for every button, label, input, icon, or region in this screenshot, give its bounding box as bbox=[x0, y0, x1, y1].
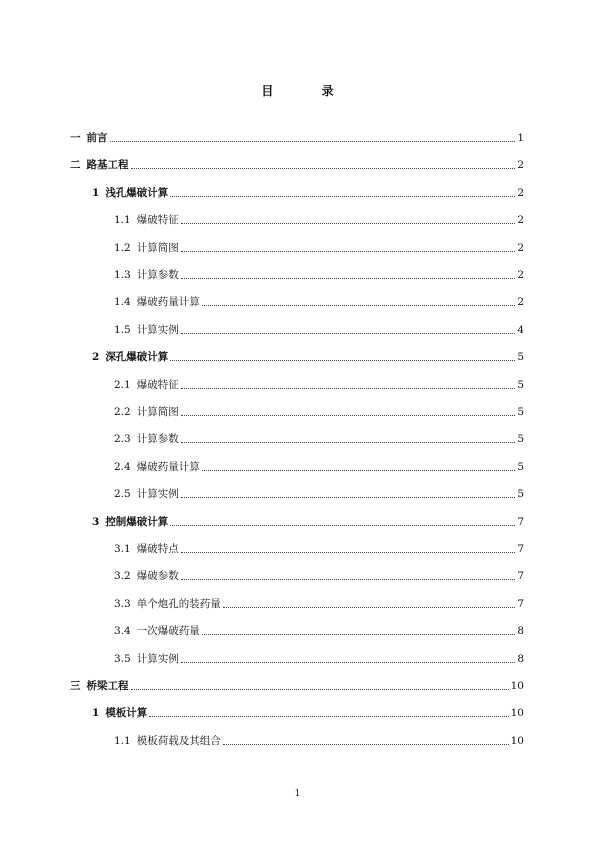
toc-entry[interactable] bbox=[114, 651, 524, 667]
toc-entry[interactable] bbox=[92, 514, 524, 530]
dot-leader bbox=[181, 251, 516, 252]
toc-entry[interactable] bbox=[114, 459, 524, 475]
toc-entry[interactable] bbox=[92, 349, 524, 365]
toc-entry-label: 路基工程 bbox=[86, 159, 129, 172]
toc-entry-number: 1.5 bbox=[114, 323, 131, 336]
toc-entry-number: 2.3 bbox=[114, 433, 131, 446]
toc-entry-number: 二 bbox=[70, 159, 81, 172]
toc-entry[interactable] bbox=[114, 377, 524, 393]
toc-entry-page: 2 bbox=[517, 296, 524, 309]
toc-entry-page: 8 bbox=[517, 652, 524, 665]
toc-entry[interactable] bbox=[92, 705, 524, 721]
toc-entry-number: 2 bbox=[92, 351, 100, 364]
toc-entry-page: 10 bbox=[510, 707, 524, 720]
toc-entry-page: 2 bbox=[517, 269, 524, 281]
dot-leader bbox=[170, 525, 515, 526]
toc-entry-number: 一 bbox=[70, 132, 81, 144]
toc-entry-page: 5 bbox=[517, 378, 524, 391]
toc-entry-number: 2.4 bbox=[114, 460, 131, 473]
toc-entry-label: 前言 bbox=[86, 132, 108, 144]
toc-entry-number: 1.3 bbox=[114, 269, 131, 281]
toc-entry-page: 10 bbox=[510, 680, 524, 692]
toc-entry-number: 3 bbox=[92, 515, 100, 528]
toc-entry[interactable] bbox=[114, 240, 524, 256]
toc-entry-number: 3.1 bbox=[114, 543, 131, 555]
toc-entry-number: 1 bbox=[92, 186, 100, 199]
dot-leader bbox=[181, 415, 516, 416]
toc-entry-label: 计算简图 bbox=[136, 241, 179, 254]
toc-entry-number: 2.2 bbox=[114, 406, 131, 418]
toc-entry-page: 4 bbox=[517, 323, 524, 336]
toc-entry-page: 7 bbox=[517, 515, 524, 528]
toc-entry[interactable] bbox=[114, 404, 524, 420]
dot-leader bbox=[181, 442, 516, 443]
toc-entry-number: 1 bbox=[92, 707, 100, 720]
toc-entry-number: 1.2 bbox=[114, 241, 131, 254]
dot-leader bbox=[223, 607, 516, 608]
toc-entry-page: 5 bbox=[517, 433, 524, 446]
toc-entry-number: 2.5 bbox=[114, 488, 131, 501]
toc-entry-label: 计算实例 bbox=[136, 488, 179, 501]
dot-leader bbox=[181, 278, 516, 279]
dot-leader bbox=[181, 497, 516, 498]
toc-entry-number: 3.3 bbox=[114, 597, 131, 610]
toc-entry-page: 2 bbox=[517, 241, 524, 254]
toc-entry-label: 爆破药量计算 bbox=[136, 296, 200, 309]
toc-entry-label: 计算实例 bbox=[136, 652, 179, 665]
dot-leader bbox=[202, 634, 516, 635]
toc-entry[interactable] bbox=[70, 678, 524, 694]
page-number: 1 bbox=[294, 789, 301, 799]
toc-entry-page: 10 bbox=[510, 734, 524, 747]
toc-entry-number: 三 bbox=[70, 680, 81, 692]
dot-leader bbox=[131, 168, 516, 169]
toc-entry-page: 7 bbox=[517, 570, 524, 583]
toc-entry-label: 计算参数 bbox=[136, 269, 179, 281]
toc-entry[interactable] bbox=[114, 322, 524, 338]
dot-leader bbox=[170, 196, 515, 197]
dot-leader bbox=[170, 360, 515, 361]
toc-entry-label: 爆破特征 bbox=[136, 214, 179, 227]
dot-leader bbox=[181, 388, 516, 389]
toc-entry-label: 爆破药量计算 bbox=[136, 460, 200, 473]
toc-entry-label: 单个炮孔的装药量 bbox=[136, 597, 221, 610]
dot-leader bbox=[181, 662, 516, 663]
toc-entry-number: 1.4 bbox=[114, 296, 131, 309]
toc-entry[interactable] bbox=[114, 431, 524, 447]
toc-entry-label: 一次爆破药量 bbox=[136, 625, 200, 638]
toc-entry-label: 计算简图 bbox=[136, 406, 179, 418]
toc-entry[interactable] bbox=[114, 568, 524, 584]
page-title: 目 录 bbox=[261, 84, 356, 98]
dot-leader bbox=[110, 141, 516, 142]
toc-entry[interactable] bbox=[114, 541, 524, 557]
toc-entry-number: 2.1 bbox=[114, 378, 131, 391]
toc-entry-number: 1.1 bbox=[114, 214, 131, 227]
toc-entry-page: 5 bbox=[517, 406, 524, 418]
toc-entry-number: 1.1 bbox=[114, 734, 131, 747]
toc-entry-label: 模板计算 bbox=[105, 707, 148, 720]
toc-entry-page: 2 bbox=[517, 214, 524, 227]
toc-entry-label: 计算参数 bbox=[136, 433, 179, 446]
toc-entry-label: 计算实例 bbox=[136, 323, 179, 336]
toc-entry-page: 5 bbox=[517, 488, 524, 501]
dot-leader bbox=[223, 744, 509, 745]
toc-entry-page: 2 bbox=[517, 186, 524, 199]
toc-entry-label: 模板荷载及其组合 bbox=[136, 734, 221, 747]
dot-leader bbox=[131, 689, 509, 690]
toc-entry[interactable] bbox=[114, 486, 524, 502]
toc-entry[interactable] bbox=[92, 185, 524, 201]
toc-entry[interactable] bbox=[114, 294, 524, 310]
toc-entry-page: 5 bbox=[517, 351, 524, 364]
dot-leader bbox=[202, 305, 516, 306]
toc-entry-label: 爆破参数 bbox=[136, 570, 179, 583]
toc-entry-label: 深孔爆破计算 bbox=[105, 351, 169, 364]
toc-entry[interactable] bbox=[114, 596, 524, 612]
toc-entry-number: 3.5 bbox=[114, 652, 131, 665]
toc-entry-label: 桥梁工程 bbox=[86, 680, 129, 692]
toc-entry-page: 1 bbox=[517, 132, 524, 144]
toc-entry-page: 5 bbox=[517, 460, 524, 473]
toc-entry-label: 控制爆破计算 bbox=[105, 515, 169, 528]
toc-entry-label: 浅孔爆破计算 bbox=[105, 186, 169, 199]
dot-leader bbox=[149, 716, 508, 717]
toc-entry[interactable] bbox=[114, 212, 524, 228]
toc-entry-page: 2 bbox=[517, 159, 524, 172]
toc-entry-page: 7 bbox=[517, 597, 524, 610]
dot-leader bbox=[181, 579, 516, 580]
toc-entry[interactable] bbox=[70, 157, 524, 173]
toc-entry-page: 7 bbox=[517, 543, 524, 555]
toc-entry-number: 3.2 bbox=[114, 570, 131, 583]
toc-entry-label: 爆破特征 bbox=[136, 378, 179, 391]
dot-leader bbox=[181, 223, 516, 224]
dot-leader bbox=[181, 552, 516, 553]
dot-leader bbox=[202, 470, 516, 471]
dot-leader bbox=[181, 333, 516, 334]
toc-entry[interactable] bbox=[114, 267, 524, 283]
toc-entry[interactable] bbox=[70, 130, 524, 146]
toc-entry[interactable] bbox=[114, 733, 524, 749]
toc-entry[interactable] bbox=[114, 623, 524, 639]
toc-entry-number: 3.4 bbox=[114, 625, 131, 638]
toc-entry-label: 爆破特点 bbox=[136, 543, 179, 555]
toc-entry-page: 8 bbox=[517, 625, 524, 638]
